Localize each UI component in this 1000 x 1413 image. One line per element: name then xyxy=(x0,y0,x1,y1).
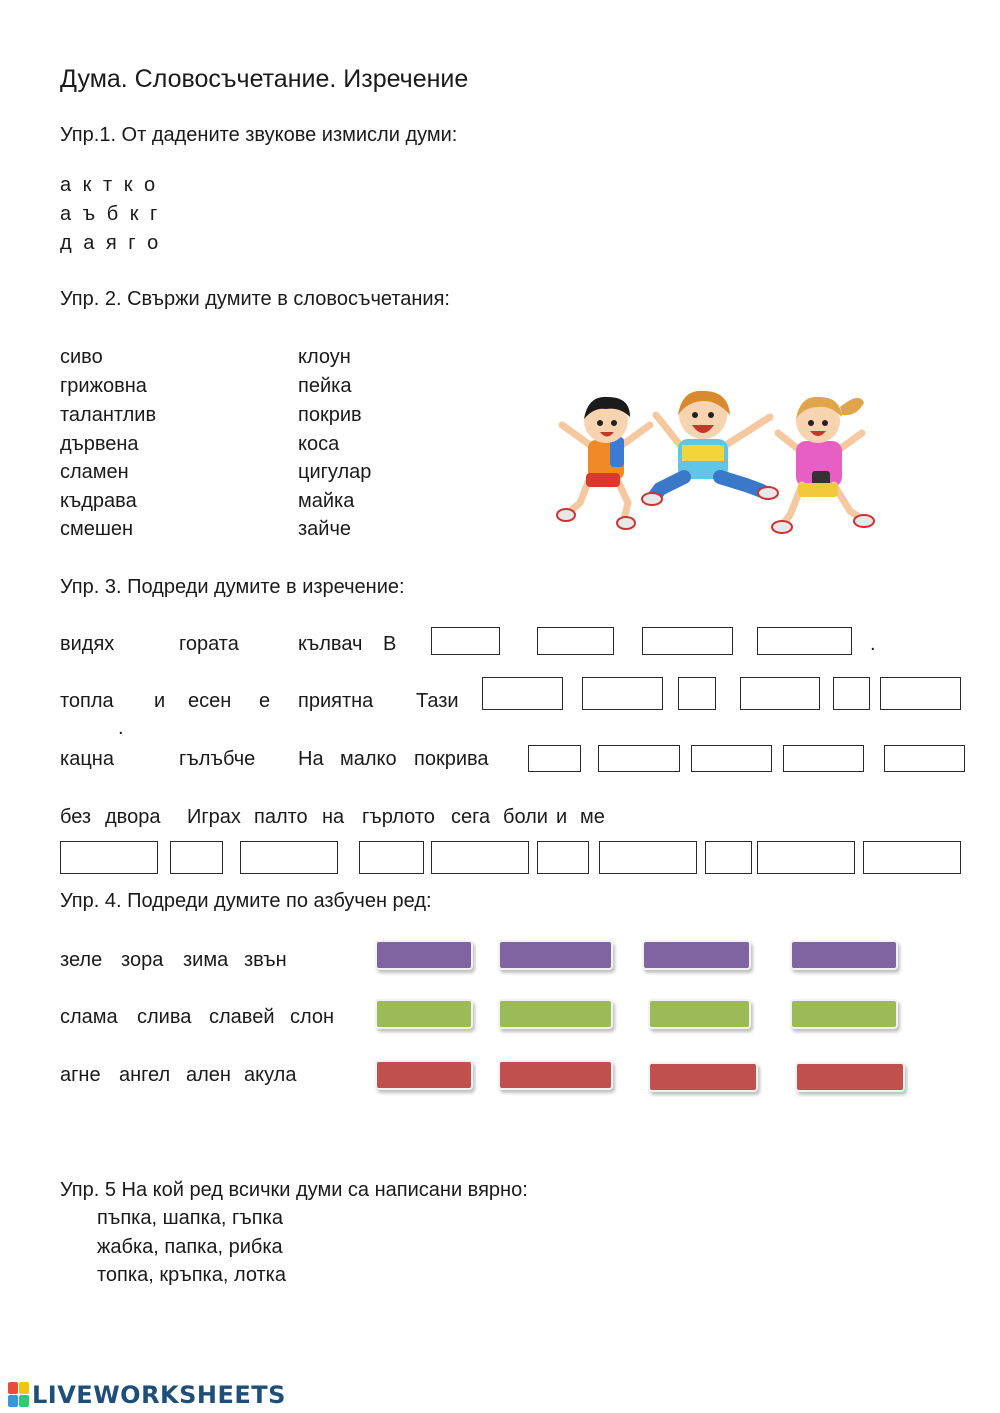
sentence-answer-box[interactable] xyxy=(528,745,581,772)
ex3-word: без xyxy=(60,806,92,828)
ex1-row-1: а к т к о xyxy=(60,174,159,196)
sentence-period: . xyxy=(870,633,876,655)
ex3-word: боли xyxy=(503,806,548,828)
ex3-word: малко xyxy=(340,748,397,770)
sentence-answer-box[interactable] xyxy=(691,745,772,772)
ex3-heading: Упр. 3. Подреди думите в изречение: xyxy=(60,576,405,598)
alphabet-drop-slot[interactable] xyxy=(648,999,751,1029)
ex3-word: кълвач xyxy=(298,633,363,655)
alphabet-drop-slot[interactable] xyxy=(648,1062,758,1092)
ex5-option[interactable]: пъпка, шапка, гъпка xyxy=(97,1207,283,1229)
alphabet-drop-slot[interactable] xyxy=(790,940,898,970)
alphabet-drop-slot[interactable] xyxy=(375,1060,473,1090)
sentence-answer-box[interactable] xyxy=(880,677,961,710)
liveworksheets-logo xyxy=(8,1380,286,1410)
ex2-right-word[interactable]: покрив xyxy=(298,404,362,426)
ex3-word: видях xyxy=(60,633,115,655)
ex2-heading: Упр. 2. Свържи думите в словосъчетания: xyxy=(60,288,450,310)
girl-figure-right xyxy=(772,397,874,533)
ex3-word: гърлото xyxy=(362,806,435,828)
ex3-word: е xyxy=(259,690,271,712)
ex2-left-word[interactable]: къдрава xyxy=(60,490,137,512)
alphabet-drop-slot[interactable] xyxy=(498,940,613,970)
ex3-word: сега xyxy=(451,806,491,828)
ex4-word: зима xyxy=(183,949,229,971)
ex2-left-word[interactable]: дървена xyxy=(60,433,139,455)
ex3-word: покрива xyxy=(414,748,489,770)
ex2-right-word[interactable]: клоун xyxy=(298,346,351,368)
ex4-word: слама xyxy=(60,1006,118,1028)
sentence-answer-box[interactable] xyxy=(582,677,663,710)
ex4-word: ален xyxy=(186,1064,231,1086)
alphabet-drop-slot[interactable] xyxy=(375,940,473,970)
ex4-word: ангел xyxy=(119,1064,171,1086)
ex4-word: слива xyxy=(137,1006,192,1028)
ex5-heading: Упр. 5 На кой ред всички думи са написани вярно: xyxy=(60,1179,528,1201)
jumping-children-illustration xyxy=(550,385,880,545)
ex3-word: и xyxy=(154,690,166,712)
sentence-answer-box[interactable] xyxy=(598,745,680,772)
ex3-word: ме xyxy=(580,806,605,828)
ex4-word: акула xyxy=(244,1064,297,1086)
ex3-word: есен xyxy=(188,690,232,712)
ex3-word: На xyxy=(298,748,324,770)
ex4-word: зора xyxy=(121,949,164,971)
ex2-right-word[interactable]: пейка xyxy=(298,375,352,397)
ex4-word: зеле xyxy=(60,949,103,971)
ex3-word: палто xyxy=(254,806,308,828)
sentence-answer-box[interactable] xyxy=(705,841,752,874)
ex3-word: и xyxy=(556,806,568,828)
ex1-row-2: а ъ б к г xyxy=(60,203,161,225)
sentence-answer-box[interactable] xyxy=(863,841,961,874)
ex3-word: В xyxy=(383,633,397,655)
sentence-answer-box[interactable] xyxy=(757,841,855,874)
sentence-answer-box[interactable] xyxy=(642,627,733,655)
sentence-answer-box[interactable] xyxy=(482,677,563,710)
ex3-word: кацна xyxy=(60,748,114,770)
ex2-left-word[interactable]: сиво xyxy=(60,346,103,368)
alphabet-drop-slot[interactable] xyxy=(375,999,473,1029)
ex3-word: Тази xyxy=(416,690,459,712)
sentence-period: . xyxy=(118,717,124,739)
ex4-word: звън xyxy=(244,949,287,971)
ex4-word: слон xyxy=(290,1006,335,1028)
ex3-word: гората xyxy=(179,633,239,655)
ex3-word: Играх xyxy=(187,806,241,828)
sentence-answer-box[interactable] xyxy=(599,841,697,874)
sentence-answer-box[interactable] xyxy=(240,841,338,874)
sentence-answer-box[interactable] xyxy=(60,841,158,874)
ex3-word: приятна xyxy=(298,690,374,712)
ex3-word: двора xyxy=(105,806,161,828)
alphabet-drop-slot[interactable] xyxy=(498,999,613,1029)
ex3-word: гълъбче xyxy=(179,748,256,770)
ex2-left-word[interactable]: смешен xyxy=(60,518,134,540)
sentence-answer-box[interactable] xyxy=(431,841,529,874)
sentence-answer-box[interactable] xyxy=(170,841,223,874)
logo-blocks-icon xyxy=(8,1382,30,1408)
ex2-left-word[interactable]: талантлив xyxy=(60,404,157,426)
ex4-word: агне xyxy=(60,1064,101,1086)
sentence-answer-box[interactable] xyxy=(740,677,820,710)
girl-figure-middle xyxy=(642,391,778,505)
ex2-left-word[interactable]: грижовна xyxy=(60,375,147,397)
logo-text: LIVEWORKSHEETS xyxy=(32,1381,286,1409)
sentence-answer-box[interactable] xyxy=(678,677,716,710)
ex2-right-word[interactable]: майка xyxy=(298,490,355,512)
sentence-answer-box[interactable] xyxy=(431,627,500,655)
sentence-answer-box[interactable] xyxy=(537,627,614,655)
alphabet-drop-slot[interactable] xyxy=(498,1060,613,1090)
ex2-right-word[interactable]: зайче xyxy=(298,518,352,540)
sentence-answer-box[interactable] xyxy=(359,841,424,874)
sentence-answer-box[interactable] xyxy=(833,677,870,710)
alphabet-drop-slot[interactable] xyxy=(642,940,751,970)
ex2-right-word[interactable]: цигулар xyxy=(298,461,372,483)
ex1-row-3: д а я г о xyxy=(60,232,162,254)
alphabet-drop-slot[interactable] xyxy=(795,1062,905,1092)
sentence-answer-box[interactable] xyxy=(884,745,965,772)
ex3-word: топла xyxy=(60,690,114,712)
ex4-heading: Упр. 4. Подреди думите по азбучен ред: xyxy=(60,890,432,912)
alphabet-drop-slot[interactable] xyxy=(790,999,898,1029)
ex2-right-word[interactable]: коса xyxy=(298,433,340,455)
ex1-heading: Упр.1. От дадените звукове измисли думи: xyxy=(60,124,458,146)
ex4-word: славей xyxy=(209,1006,275,1028)
page-title: Дума. Словосъчетание. Изречение xyxy=(60,65,469,93)
ex3-word: на xyxy=(322,806,345,828)
boy-figure xyxy=(557,397,650,529)
sentence-answer-box[interactable] xyxy=(757,627,852,655)
sentence-answer-box[interactable] xyxy=(537,841,589,874)
ex5-option[interactable]: жабка, папка, рибка xyxy=(97,1236,283,1258)
sentence-answer-box[interactable] xyxy=(783,745,864,772)
ex5-option[interactable]: топка, кръпка, лотка xyxy=(97,1264,286,1286)
ex2-left-word[interactable]: сламен xyxy=(60,461,129,483)
